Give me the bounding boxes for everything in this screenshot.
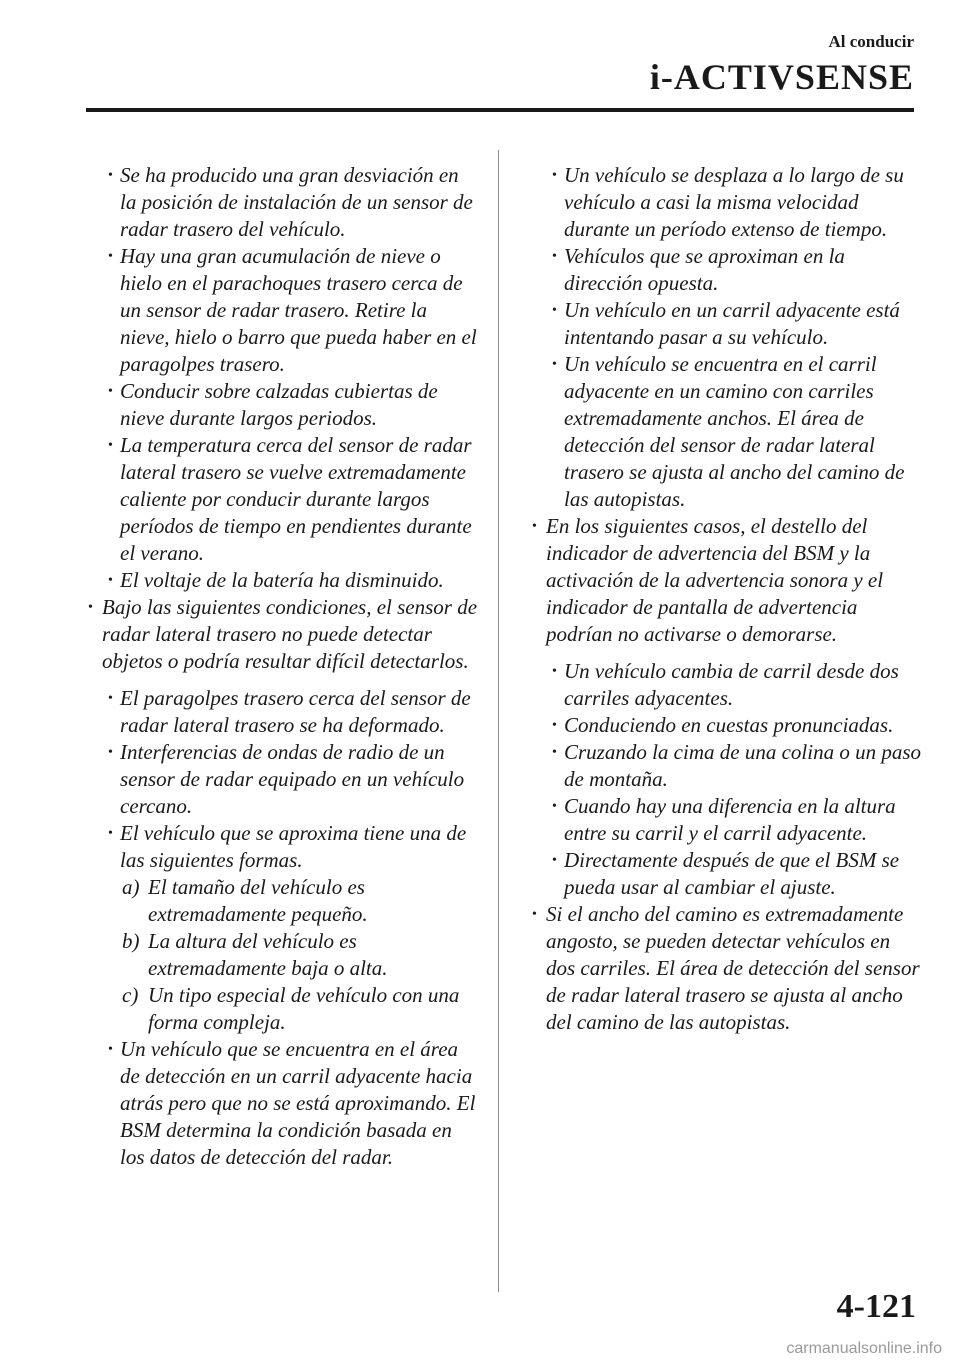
right-column — [532, 162, 922, 1036]
left-column — [88, 162, 480, 1171]
list-item — [88, 739, 480, 820]
list-item — [88, 820, 480, 874]
column-divider — [498, 150, 499, 1292]
bullet-icon: • — [552, 799, 557, 814]
list-marker: b) — [122, 929, 140, 953]
header-rule — [86, 108, 914, 112]
item-text: Un vehículo que se encuentra en el área de detección en un carril adyacente hacia atrás pero que no se está aproximando. El BSM determina la condición basada en los datos de detección del radar. — [120, 1037, 476, 1169]
list-item — [532, 513, 922, 648]
bullet-icon: • — [108, 249, 113, 264]
item-text: Se ha producido una gran desviación en la posición de instalación de un sensor de radar trasero del vehículo. — [120, 163, 473, 241]
bullet-icon: • — [552, 853, 557, 868]
section-label: Al conducir — [828, 32, 914, 51]
bullet-icon: • — [108, 745, 113, 760]
item-text: Un tipo especial de vehículo con una forma compleja. — [148, 983, 460, 1034]
sub-list-item — [88, 982, 480, 1036]
list-item — [88, 685, 480, 739]
bullet-icon: • — [552, 718, 557, 733]
list-item — [532, 712, 922, 739]
bullet-icon: • — [108, 384, 113, 399]
bullet-icon: • — [552, 664, 557, 679]
sub-list-item — [88, 928, 480, 982]
item-text: Bajo las siguientes condiciones, el sensor de radar lateral trasero no puede detectar objetos o podría resultar difícil detectarlos. — [102, 595, 478, 673]
item-text: Vehículos que se aproximan en la dirección opuesta. — [564, 244, 845, 295]
list-item — [532, 901, 922, 1036]
list-item — [532, 297, 922, 351]
bullet-icon: • — [88, 600, 93, 615]
item-text: El voltaje de la batería ha disminuido. — [120, 568, 444, 592]
bullet-icon: • — [108, 826, 113, 841]
list-item — [532, 793, 922, 847]
item-text: El tamaño del vehículo es extremadamente pequeño. — [148, 875, 368, 926]
page-number: 4-121 — [836, 1288, 916, 1325]
item-text: Un vehículo se encuentra en el carril adyacente en un camino con carriles extremadamente anchos. El área de detección del sensor de radar lateral trasero se ajusta al ancho del camino de las autopistas. — [564, 352, 905, 511]
list-item — [532, 162, 922, 243]
item-text: El vehículo que se aproxima tiene una de las siguientes formas. — [120, 821, 467, 872]
list-item — [88, 378, 480, 432]
item-text: Si el ancho del camino es extremadamente angosto, se pueden detectar vehículos en dos carriles. El área de detección del sensor de radar lateral trasero se ajusta al ancho del camino de las autopistas. — [546, 902, 920, 1034]
list-item — [88, 567, 480, 594]
item-text: En los siguientes casos, el destello del indicador de advertencia del BSM y la activación de la advertencia sonora y el indicador de pantalla de advertencia podrían no activarse o demorarse. — [546, 514, 884, 646]
item-text: Conducir sobre calzadas cubiertas de nieve durante largos periodos. — [120, 379, 438, 430]
list-item — [532, 658, 922, 712]
watermark: carmanualsonline.info — [786, 1340, 942, 1357]
item-text: Directamente después de que el BSM se pueda usar al cambiar el ajuste. — [564, 848, 900, 899]
sub-list-item — [88, 874, 480, 928]
list-item — [88, 432, 480, 567]
bullet-icon: • — [108, 691, 113, 706]
item-text: Cruzando la cima de una colina o un paso de montaña. — [564, 740, 921, 791]
bullet-icon: • — [108, 573, 113, 588]
bullet-icon: • — [108, 438, 113, 453]
bullet-icon: • — [552, 303, 557, 318]
item-text: Un vehículo en un carril adyacente está intentando pasar a su vehículo. — [564, 298, 900, 349]
item-text: La altura del vehículo es extremadamente baja o alta. — [148, 929, 388, 980]
list-marker: c) — [122, 983, 139, 1007]
bullet-icon: • — [552, 745, 557, 760]
list-item — [532, 243, 922, 297]
item-text: El paragolpes trasero cerca del sensor de radar lateral trasero se ha deformado. — [120, 686, 471, 737]
list-item — [88, 162, 480, 243]
bullet-icon: • — [532, 907, 537, 922]
bullet-icon: • — [552, 357, 557, 372]
list-marker: a) — [122, 875, 140, 899]
item-text: Interferencias de ondas de radio de un sensor de radar equipado en un vehículo cercano. — [120, 740, 465, 818]
list-item — [88, 243, 480, 378]
list-item — [532, 739, 922, 793]
list-item — [88, 1036, 480, 1171]
bullet-icon: • — [552, 249, 557, 264]
bullet-icon: • — [532, 519, 537, 534]
chapter-title: i-ACTIVSENSE — [649, 57, 914, 97]
item-text: Un vehículo se desplaza a lo largo de su vehículo a casi la misma velocidad durante un período extenso de tiempo. — [564, 163, 904, 241]
item-text: Un vehículo cambia de carril desde dos carriles adyacentes. — [564, 659, 899, 710]
item-text: Hay una gran acumulación de nieve o hielo en el parachoques trasero cerca de un sensor de radar trasero. Retire la nieve, hielo o barro que pueda haber en el paragolpes trasero. — [120, 244, 477, 376]
item-text: Conduciendo en cuestas pronunciadas. — [564, 713, 894, 737]
item-text: La temperatura cerca del sensor de radar lateral trasero se vuelve extremadamente caliente por conducir durante largos períodos de tiempo en pendientes durante el verano. — [120, 433, 472, 565]
bullet-icon: • — [552, 168, 557, 183]
list-item — [88, 594, 480, 675]
item-text: Cuando hay una diferencia en la altura entre su carril y el carril adyacente. — [564, 794, 896, 845]
bullet-icon: • — [108, 168, 113, 183]
list-item — [532, 351, 922, 513]
list-item — [532, 847, 922, 901]
bullet-icon: • — [108, 1042, 113, 1057]
